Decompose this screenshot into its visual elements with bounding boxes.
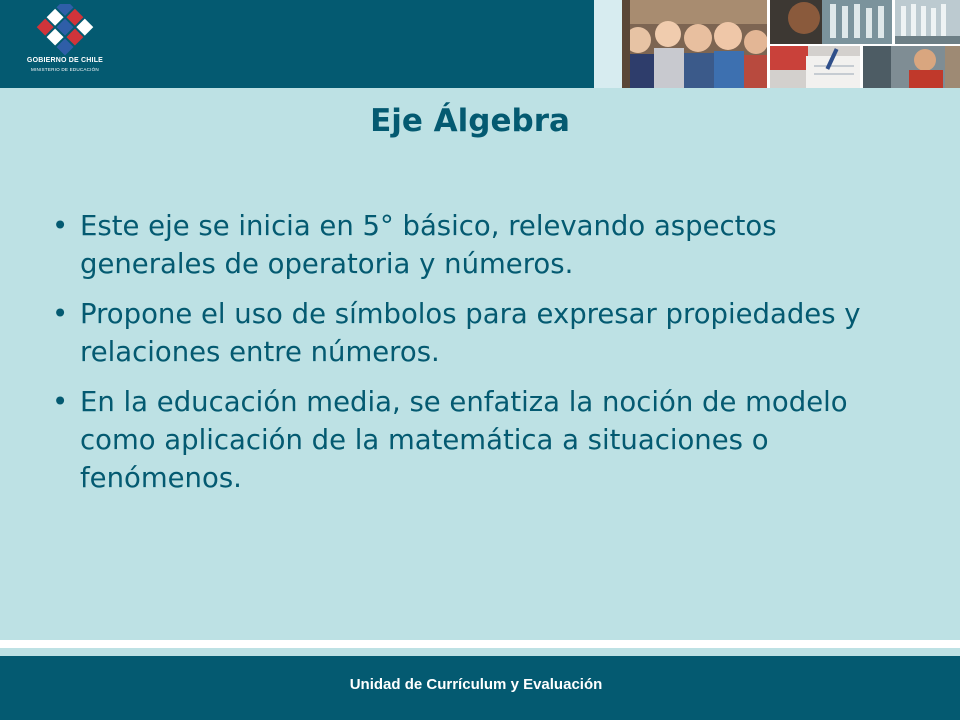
footer-bar (0, 656, 960, 720)
photo-edge (594, 0, 622, 88)
bullet-dot-icon: • (52, 210, 69, 242)
bullet-item (52, 383, 912, 497)
footer-separator (0, 640, 960, 648)
bullet-list (52, 207, 912, 509)
photo-collage (594, 0, 960, 88)
bullet-text: Propone el uso de símbolos para expresar propiedades y relaciones entre números. (80, 298, 861, 368)
government-logo (26, 4, 104, 78)
bullet-item (52, 207, 912, 283)
student-writing-photo-icon (770, 46, 860, 88)
lab-bench-photo-icon (895, 0, 960, 44)
bullet-text: En la educación media, se enfatiza la noción de modelo como aplicación de la matemática a situaciones o fenómenos. (80, 386, 848, 494)
bullet-text: Este eje se inicia en 5° básico, relevando aspectos generales de operatoria y números. (80, 210, 777, 280)
lab-tubes-photo-icon (770, 0, 892, 44)
logo-line-1: GOBIERNO DE CHILE (26, 57, 104, 64)
header-bar (0, 0, 960, 88)
student-photo (863, 46, 960, 88)
students-group-photo (622, 0, 767, 88)
logo-line-2: MINISTERIO DE EDUCACIÓN (31, 67, 99, 72)
bullet-dot-icon: • (52, 298, 69, 330)
lab-bench-photo (895, 0, 960, 44)
bullet-dot-icon: • (52, 386, 69, 418)
student-writing-photo (770, 46, 860, 88)
footer-text: Unidad de Currículum y Evaluación (349, 676, 603, 693)
students-group-photo-icon (622, 0, 767, 88)
slide-title: Eje Álgebra (370, 103, 570, 139)
bullet-item (52, 295, 912, 371)
lab-tubes-photo (770, 0, 892, 44)
chile-government-logo-icon (26, 4, 104, 56)
student-photo-icon (863, 46, 960, 88)
